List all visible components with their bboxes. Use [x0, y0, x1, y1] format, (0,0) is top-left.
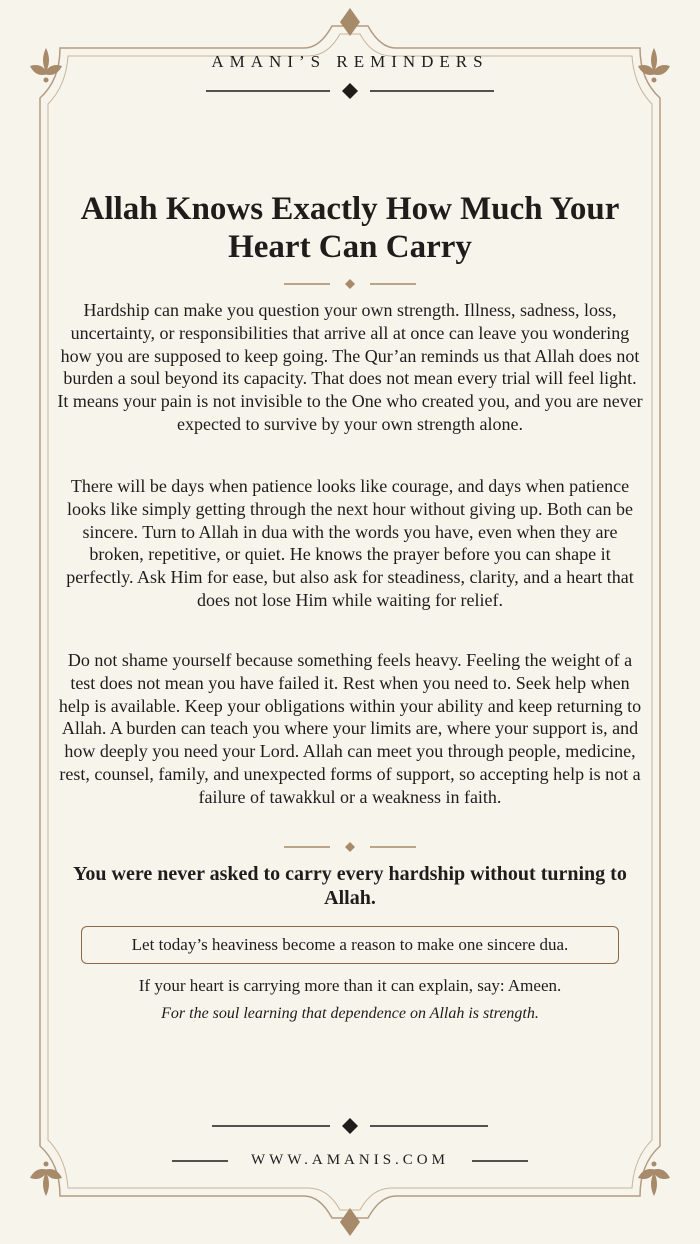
- paragraph-2: There will be days when patience looks like courage, and days when patience looks like simply getting through the next hour without giving up. Both can be sincere. Turn to Allah in dua with the words you have, even when they are broken, repetitive, or quiet. He knows the prayer before you can shape it perfectly. Ask Him for ease, but also ask for steadiness, clarity, and a heart that does not lose Him while waiting for relief.: [66, 476, 634, 610]
- footer-divider: [212, 1118, 488, 1134]
- dedication-line: For the soul learning that dependence on Allah is strength.: [161, 1005, 539, 1022]
- paragraph-1: Hardship can make you question your own strength. Illness, sadness, loss, uncertainty, or responsibilities that arrive all at once can leave you wondering how you are supposed to keep going. The Qur’an reminds us that Allah does not burden a soul beyond its capacity. That does not mean every trial will feel light. It means your pain is not invisible to the One who created you, and you are never expected to survive by your own strength alone.: [57, 300, 643, 434]
- callout-box: [81, 926, 619, 964]
- bottom-diamond-ornament: [340, 1208, 360, 1236]
- section-divider: [284, 842, 416, 852]
- callout-text: Let today’s heaviness become a reason to make one sincere dua.: [131, 935, 569, 954]
- page-title: Allah Knows Exactly How Much Your Heart Can Carry: [80, 191, 620, 265]
- closing-line: If your heart is carrying more than it can explain, say: Ameen.: [138, 976, 562, 995]
- top-diamond-ornament: [340, 8, 360, 36]
- header-divider: [206, 83, 494, 99]
- brand-title: AMANI’S REMINDERS: [211, 52, 489, 71]
- title-divider: [284, 279, 416, 289]
- website-link[interactable]: WWW.AMANIS.COM: [251, 1152, 449, 1168]
- paragraph-3: Do not shame yourself because something feels heavy. Feeling the weight of a test does not mean you have failed it. Rest when you need to. Seek help when help is available. Keep your obligations within your ability and keep returning to Allah. A burden can teach you where your limits are, where your support is, and how deeply you need your Lord. Allah can meet you through people, medicine, rest, counsel, family, and unexpected forms of support, so accepting help is not a failure of tawakkul or a weakness in faith.: [58, 650, 642, 807]
- highlight-statement: You were never asked to carry every hardship without turning to Allah.: [73, 863, 627, 909]
